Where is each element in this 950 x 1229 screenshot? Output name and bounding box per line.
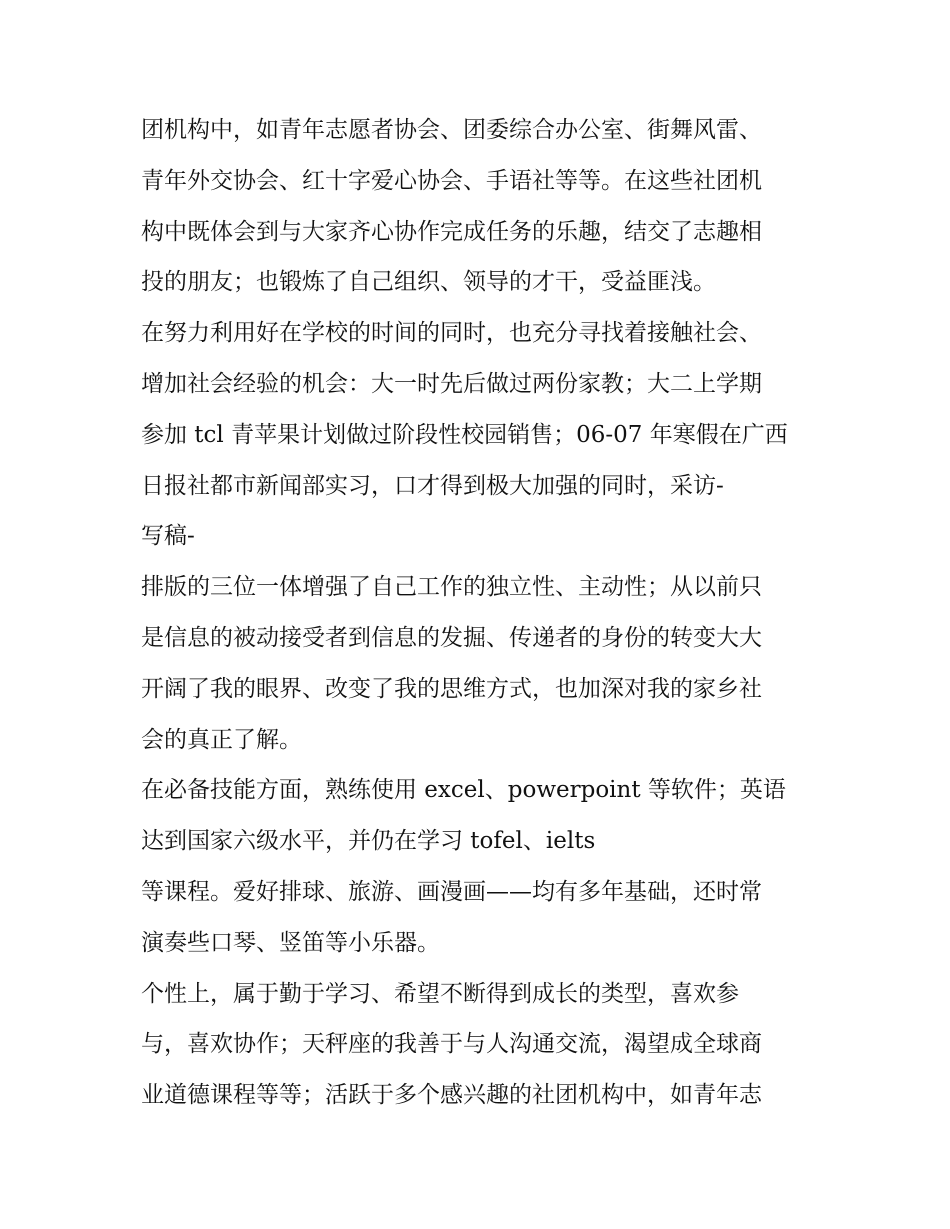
text-line-7: 参加 tcl 青苹果计划做过阶段性校园销售；06-07 年寒假在广西 — [141, 421, 788, 448]
text-line-14: 在必备技能方面，熟练使用 excel、powerpoint 等软件；英语 — [141, 777, 786, 804]
text-line-16: 等课程。爱好排球、旅游、画漫画——均有多年基础，还时常 — [141, 878, 762, 905]
text-line-10: 排版的三位一体增强了自己工作的独立性、主动性；从以前只 — [141, 574, 762, 601]
text-line-8: 日报社都市新闻部实习，口才得到极大加强的同时，采访- — [141, 472, 724, 499]
text-line-11: 是信息的被动接受者到信息的发掘、传递者的身份的转变大大 — [141, 624, 762, 651]
body-text — [141, 105, 821, 1121]
text-line-3: 构中既体会到与大家齐心协作完成任务的乐趣，结交了志趣相 — [141, 218, 762, 245]
text-line-15: 达到国家六级水平，并仍在学习 tofel、ielts — [141, 828, 596, 855]
text-line-4: 投的朋友；也锻炼了自己组织、领导的才干，受益匪浅。 — [141, 269, 716, 296]
text-line-13: 会的真正了解。 — [141, 726, 302, 753]
text-line-5: 在努力利用好在学校的时间的同时，也充分寻找着接触社会、 — [141, 320, 762, 347]
text-line-2: 青年外交协会、红十字爱心协会、手语社等等。在这些社团机 — [141, 167, 762, 194]
text-line-20: 业道德课程等等；活跃于多个感兴趣的社团机构中，如青年志 — [141, 1082, 762, 1109]
text-line-19: 与，喜欢协作；天秤座的我善于与人沟通交流，渴望成全球商 — [141, 1031, 762, 1058]
text-line-12: 开阔了我的眼界、改变了我的思维方式，也加深对我的家乡社 — [141, 675, 762, 702]
text-line-1: 团机构中，如青年志愿者协会、团委综合办公室、街舞风雷、 — [141, 117, 762, 143]
text-line-18: 个性上，属于勤于学习、希望不断得到成长的类型，喜欢参 — [141, 980, 739, 1007]
text-line-9: 写稿- — [141, 523, 195, 550]
text-line-17: 演奏些口琴、竖笛等小乐器。 — [141, 929, 440, 956]
text-line-6: 增加社会经验的机会：大一时先后做过两份家教；大二上学期 — [141, 370, 762, 397]
